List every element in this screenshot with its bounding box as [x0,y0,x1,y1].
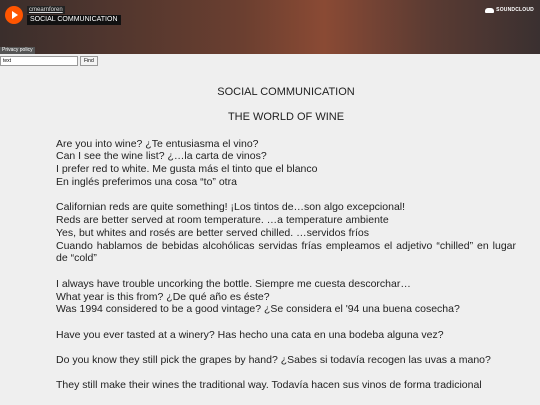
track-title[interactable]: SOCIAL COMMUNICATION [27,15,121,25]
paragraph-line: Can I see the wine list? ¿…la carta de vinos? [56,150,267,163]
paragraph-line: Are you into wine? ¿Te entusiasma el vino? [56,137,259,150]
article-body [56,138,516,392]
paragraph-line: Californian reds are quite something! ¡Los tintos de…son algo excepcional! [56,201,406,214]
paragraph-line: I prefer red to white. Me gusta más el tinto que el blanco [56,163,318,176]
find-button[interactable]: Find [80,56,98,66]
paragraph-line: What year is this from? ¿De qué año es éste? [56,290,270,303]
uploader-link[interactable]: cmearnforen [29,7,63,13]
paragraph [56,201,516,265]
soundcloud-player [0,0,540,54]
soundcloud-logo[interactable] [485,7,534,13]
paragraph [56,354,516,367]
paragraph-line: Cuando hablamos de bebidas alcohólicas servidas frías empleamos el adjetivo “chilled” en lugar de “cold” [56,239,516,265]
paragraph-line: Was 1994 considered to be a good vintage? ¿Se considera el '94 una buena cosecha? [56,303,460,316]
paragraph [56,278,516,316]
search-input[interactable] [0,56,78,66]
brand-label: SOUNDCLOUD [496,7,534,13]
paragraph-line: Yes, but whites and rosés are better served chilled. …servidos fríos [56,226,370,239]
play-icon[interactable] [5,6,23,24]
paragraph-line: Reds are better served at room temperature. …a temperature ambiente [56,214,389,227]
paragraph-line: Do you know they still pick the grapes by hand? ¿Sabes si todavía recogen las uvas a mano? [56,353,491,366]
article [56,86,516,405]
page-subtitle: THE WORLD OF WINE [227,110,345,123]
paragraph-line: I always have trouble uncorking the bottle. Siempre me cuesta descorchar… [56,277,411,290]
privacy-policy-link[interactable]: Privacy policy [2,47,33,53]
paragraph [56,329,516,342]
paragraph-line: They still make their wines the traditional way. Todavía hacen sus vinos de forma tradicional [56,379,482,392]
paragraph-line: En inglés preferimos una cosa “to” otra [56,175,237,188]
paragraph [56,138,516,189]
cloud-icon [485,8,494,13]
search-bar [0,56,98,66]
page-title: SOCIAL COMMUNICATION [217,86,355,98]
paragraph-line: Have you ever tasted at a winery? Has hecho una cata en una bodeba alguna vez? [56,328,444,341]
paragraph [56,379,516,392]
